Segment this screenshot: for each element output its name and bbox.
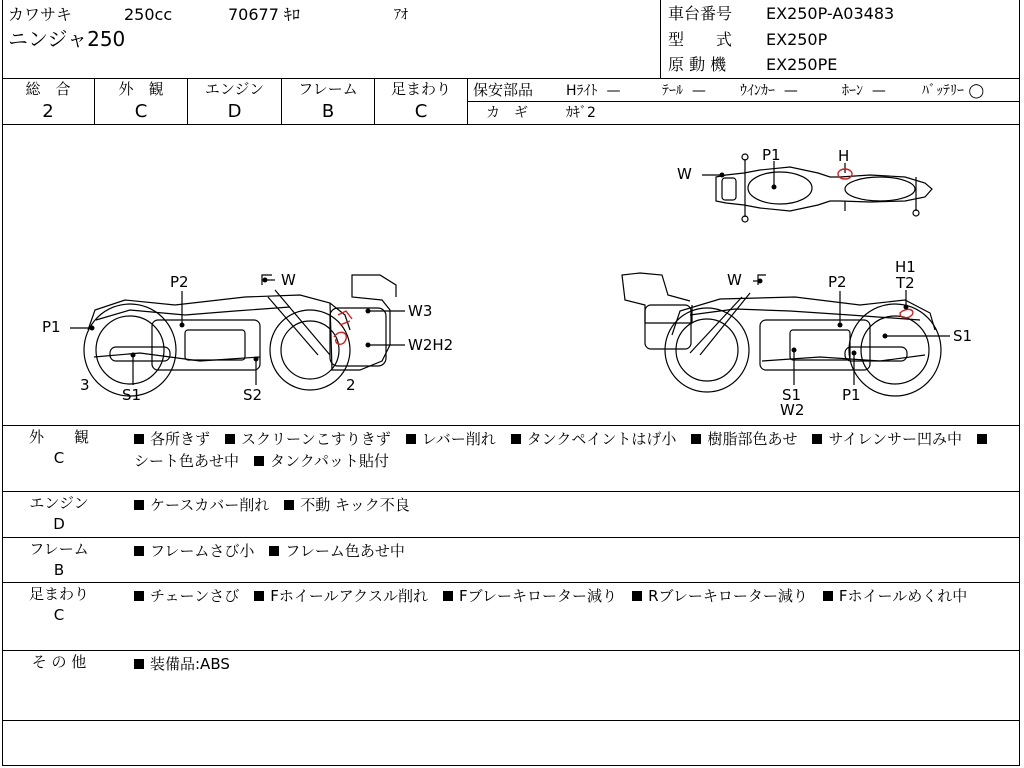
note-items [134, 494, 1006, 516]
engine-label: 原 動 機 [668, 55, 727, 74]
bike-right-view [622, 273, 941, 396]
bullet-square-icon [632, 591, 642, 601]
note-item: タンクペイントはげ小 [526, 430, 677, 448]
note-item: タンクパット貼付 [270, 452, 389, 470]
divider [2, 582, 1020, 583]
safety-tail: ﾃｰﾙ — [662, 83, 706, 99]
note-grade: B [53, 561, 65, 579]
note-item: サイレンサー凹み中 [828, 430, 963, 448]
type-label: 型 式 [668, 30, 733, 49]
grade-label-exterior: 外 観 [118, 80, 164, 98]
bullet-square-icon [225, 434, 235, 444]
diagram-label: W2 [780, 401, 805, 419]
divider [2, 425, 1020, 426]
note-grade: C [53, 449, 65, 467]
bullet-square-icon [134, 434, 144, 444]
diagram-label: P1 [762, 146, 781, 164]
grade-value-exterior: C [134, 101, 148, 122]
bullet-square-icon [977, 434, 987, 444]
note-items [134, 585, 1006, 607]
diagram-label: W3 [408, 302, 433, 320]
note-label: 足まわり [28, 585, 89, 603]
note-item: Fブレーキローター減り [459, 587, 618, 605]
diagram-label: S2 [243, 386, 263, 404]
grade-value-engine: D [227, 101, 242, 122]
note-item: 不動 キック不良 [300, 496, 410, 514]
displacement: 250cc [124, 5, 173, 24]
damage-mark [900, 309, 913, 317]
note-items [134, 540, 1006, 562]
note-label: エンジン [29, 494, 89, 512]
note-label: フレーム [29, 540, 89, 558]
maker: カワサキ [8, 5, 73, 24]
diagram-label: H [838, 147, 850, 165]
note-items [134, 428, 1006, 472]
safety-battery: ﾊﾞｯﾃﾘｰ ◯ [922, 83, 985, 99]
divider [2, 491, 1020, 492]
note-item: Fホイールアクスル削れ [270, 587, 429, 605]
note-items [134, 653, 1006, 675]
divider [660, 0, 661, 78]
divider [467, 78, 468, 124]
diagram-label: S1 [953, 327, 973, 345]
grade-label-frame: フレーム [298, 80, 358, 98]
diagram-label: 3 [80, 376, 90, 394]
bullet-square-icon [284, 500, 294, 510]
divider [2, 720, 1020, 721]
note-item: チェーンさび [150, 587, 240, 605]
bullet-square-icon [254, 456, 264, 466]
note-item: スクリーンこすりきず [241, 430, 391, 448]
note-item: 樹脂部色あせ [707, 430, 798, 448]
note-label: そ の 他 [31, 653, 87, 671]
bullet-square-icon [134, 500, 144, 510]
safety-winker: ｳｲﾝｶｰ — [740, 83, 798, 99]
safety-label: 保安部品 [473, 81, 534, 99]
frame-value: EX250P-A03483 [766, 4, 895, 23]
grade-label-engine: エンジン [204, 80, 265, 98]
color: ｱｵ [394, 7, 408, 23]
bullet-square-icon [254, 591, 264, 601]
safety-horn: ﾎｰﾝ — [842, 83, 886, 99]
bullet-square-icon [134, 546, 144, 556]
bullet-square-icon [812, 434, 822, 444]
grade-value-frame: B [321, 101, 335, 122]
grade-value-suspension: C [414, 101, 428, 122]
bullet-square-icon [823, 591, 833, 601]
frame-label: 車台番号 [668, 4, 733, 23]
note-item: フレーム色あせ中 [285, 542, 405, 560]
key-value: ｶｷﾞ2 [566, 105, 596, 121]
type-value: EX250P [766, 30, 828, 49]
note-item: シート色あせ中 [134, 452, 240, 470]
bullet-square-icon [269, 546, 279, 556]
note-grade: C [53, 606, 65, 624]
bullet-square-icon [443, 591, 453, 601]
diagram-label: P2 [170, 273, 189, 291]
grade-value-overall: 2 [42, 101, 54, 122]
diagram-label: W [727, 271, 742, 289]
diagram-label: P1 [842, 386, 861, 404]
diagram-label: 2 [346, 376, 356, 394]
note-grade: D [53, 515, 65, 533]
note-label: 外 観 [28, 428, 89, 446]
diagram-label: T2 [896, 274, 915, 292]
diagram-label: P1 [42, 318, 61, 336]
diagram-label: S1 [782, 386, 802, 404]
bullet-square-icon [134, 659, 144, 669]
note-item: Fホイールめくれ中 [838, 587, 968, 605]
bullet-square-icon [511, 434, 521, 444]
diagram-label: W2H2 [408, 336, 454, 354]
divider [2, 537, 1020, 538]
engine-value: EX250PE [766, 55, 838, 74]
note-item: フレームさび小 [150, 542, 255, 560]
bullet-square-icon [691, 434, 701, 444]
bike-top-view [716, 154, 932, 222]
note-item: ケースカバー削れ [150, 496, 270, 514]
note-item: レバー削れ [421, 430, 496, 448]
bike-diagram [0, 125, 1024, 425]
mileage: 70677 ｷﾛ [228, 5, 300, 24]
divider [467, 101, 1020, 102]
divider [2, 650, 1020, 651]
diagram-label: W [281, 271, 296, 289]
bullet-square-icon [406, 434, 416, 444]
diagram-label: P2 [828, 273, 847, 291]
note-item: Rブレーキローター減り [648, 587, 808, 605]
note-item: 装備品:ABS [150, 655, 230, 673]
key-label: カ ギ [486, 105, 528, 121]
bullet-square-icon [134, 591, 144, 601]
diagram-label: W [677, 165, 692, 183]
grade-label-overall: 総 合 [25, 80, 71, 98]
diagram-label: H1 [895, 258, 916, 276]
diagram-label: S1 [122, 386, 142, 404]
model-name: ニンジャ250 [8, 27, 126, 51]
divider [2, 78, 1020, 79]
safety-headlight: Hﾗｲﾄ — [566, 83, 621, 99]
grade-label-suspension: 足まわり [390, 80, 451, 98]
note-item: 各所きず [150, 430, 211, 448]
